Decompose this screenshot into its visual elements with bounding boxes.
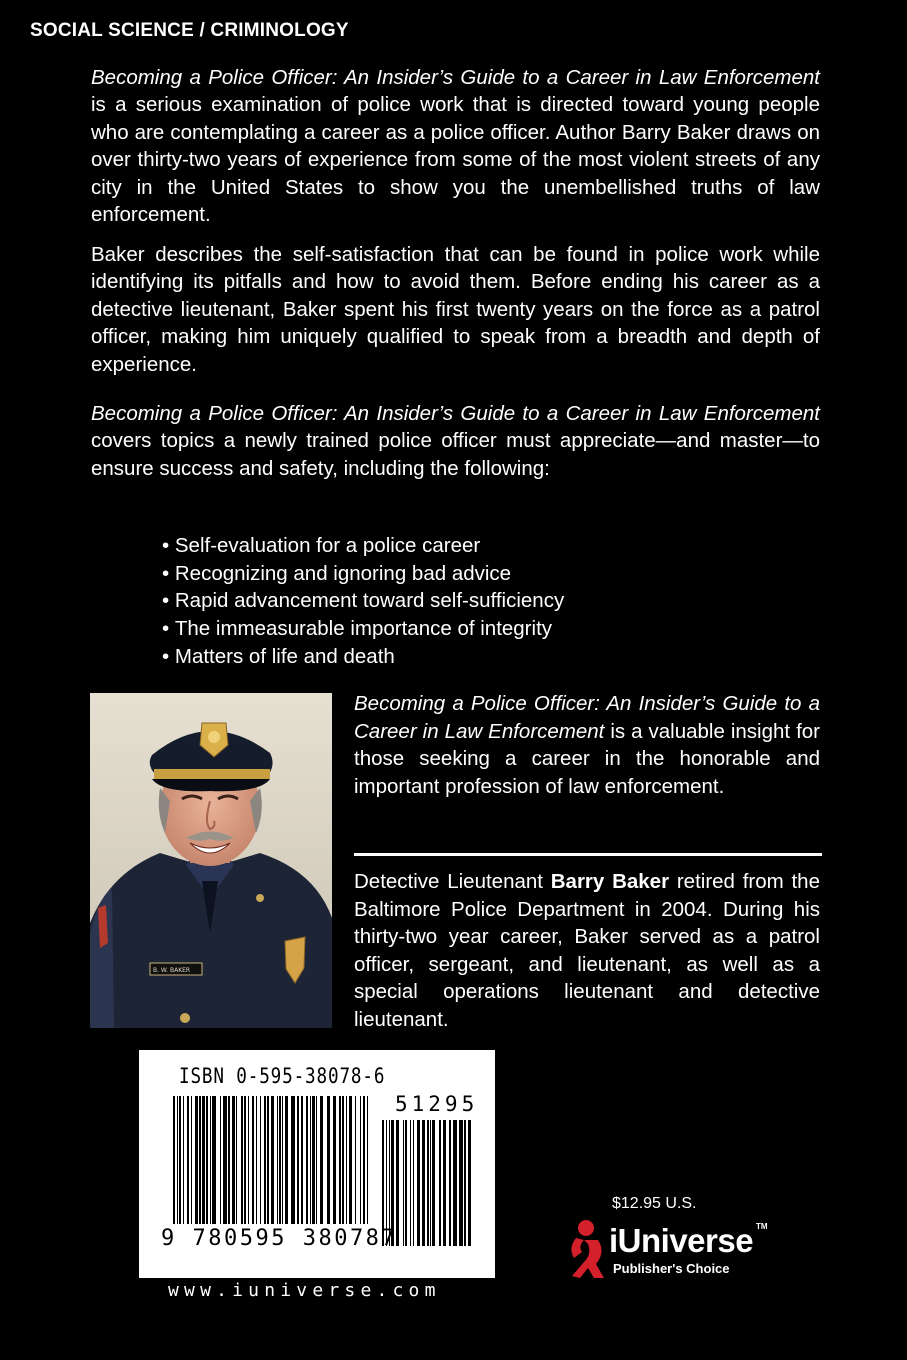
- barcode-bar: [252, 1096, 254, 1224]
- barcode-bar: [285, 1096, 288, 1224]
- book-title: Becoming a Police Officer: An Insider’s Guide to a Career in Law Enforcement: [354, 692, 820, 743]
- barcode-bar: [417, 1120, 420, 1246]
- list-item: • The immeasurable importance of integrity: [162, 615, 564, 643]
- iuniverse-ribbon-icon: [566, 1218, 610, 1280]
- barcode-bar: [327, 1096, 330, 1224]
- barcode-bar: [413, 1120, 414, 1246]
- author-bio: [354, 868, 820, 1034]
- barcode-bar: [228, 1096, 230, 1224]
- description-paragraph-2: Baker describes the self-satisfaction that can be found in police work while identifying its pitfalls and how to avoid them. Before ending his career as a detective lieutenant, Baker spent his first twenty years on the force as a patrol officer, making him uniquely qualified to speak from a breadth and depth of experience.: [91, 243, 820, 376]
- barcode-bar: [210, 1096, 211, 1224]
- barcode-bar: [202, 1096, 205, 1224]
- website-url[interactable]: www.iuniverse.com: [168, 1280, 441, 1301]
- barcode-bar: [342, 1096, 344, 1224]
- barcode-bar: [183, 1096, 184, 1224]
- barcode-bar: [410, 1120, 411, 1246]
- isbn-barcode: [139, 1050, 495, 1278]
- barcode-bar: [279, 1096, 281, 1224]
- barcode-bar: [403, 1120, 404, 1246]
- barcode-bar: [195, 1096, 198, 1224]
- barcode-bar: [449, 1120, 451, 1246]
- barcode-bar: [453, 1120, 457, 1246]
- barcode-bar: [256, 1096, 257, 1224]
- author-photo: [90, 693, 332, 1028]
- barcode-bar: [443, 1120, 446, 1246]
- description-paragraph-1: [91, 64, 820, 228]
- barcode-bar: [459, 1120, 463, 1246]
- book-title-end: Enforcement: [703, 66, 820, 89]
- list-item: • Self-evaluation for a police career: [162, 532, 564, 560]
- barcode-bar: [220, 1096, 221, 1224]
- category-label: SOCIAL SCIENCE / CRIMINOLOGY: [30, 20, 349, 41]
- barcode-bar: [177, 1096, 178, 1224]
- description-paragraph-3: [91, 400, 820, 482]
- barcode-bar: [312, 1096, 315, 1224]
- barcode-bar: [301, 1096, 303, 1224]
- barcode-bar: [320, 1096, 323, 1224]
- paragraph-1-text: is a serious examination of police work that is directed toward young people who are contemplating a career as a police officer. Author Barry Baker draws on over thirty-two years of experience from some of the most violent streets of any city in the United States to show you the unembellished truths of law enforcement.: [91, 93, 820, 227]
- barcode-bar: [187, 1096, 189, 1224]
- publisher-name: iUniverse: [609, 1222, 754, 1259]
- publisher-logo: [566, 1218, 776, 1288]
- barcode-bar: [232, 1096, 235, 1224]
- trademark: TM: [756, 1222, 768, 1231]
- barcode-bar: [191, 1096, 192, 1224]
- barcode-bar: [282, 1096, 283, 1224]
- bio-text: retired from the Baltimore Police Department in 2004. During his thirty-two year career, Baker served as a patrol officer, sergeant, and lieutenant, as well as a special operations lieutenant and detective lieutenant.: [354, 870, 820, 1031]
- barcode-bar: [422, 1120, 425, 1246]
- barcode-bar: [297, 1096, 299, 1224]
- ean-digits: 9 780595 380787: [161, 1226, 398, 1251]
- summary-paragraph: [354, 690, 820, 800]
- barcode-bar: [430, 1120, 431, 1246]
- book-title: Becoming a Police Officer: An Insider’s Guide to a Career in Law: [91, 66, 697, 89]
- barcode-bar: [206, 1096, 208, 1224]
- barcode-bar: [349, 1096, 352, 1224]
- barcode-bar: [333, 1096, 336, 1224]
- barcode-bar: [244, 1096, 246, 1224]
- divider: [354, 853, 822, 856]
- barcode-bar: [267, 1096, 269, 1224]
- barcode-bar: [260, 1096, 261, 1224]
- barcode-bar: [173, 1096, 175, 1224]
- barcode-bar: [439, 1120, 441, 1246]
- barcode-bar: [355, 1096, 356, 1224]
- barcode-bar: [236, 1096, 237, 1224]
- price-addon-digits: 51295: [395, 1092, 479, 1116]
- list-item: • Rapid advancement toward self-sufficiency: [162, 587, 564, 615]
- barcode-bar: [179, 1096, 181, 1224]
- barcode-bar: [363, 1096, 365, 1224]
- barcode-bar: [212, 1096, 216, 1224]
- author-portrait-illustration: [90, 693, 332, 1028]
- barcode-bar: [405, 1120, 407, 1246]
- barcode-bar: [346, 1096, 347, 1224]
- barcode-bar: [241, 1096, 243, 1224]
- author-name: Barry Baker: [550, 870, 670, 893]
- barcode-bar: [432, 1120, 435, 1246]
- list-item: • Matters of life and death: [162, 643, 564, 671]
- barcode-bar: [468, 1120, 471, 1246]
- bio-prefix: Detective Lieutenant: [354, 870, 551, 893]
- barcode-bar: [360, 1096, 361, 1224]
- barcode-bar: [277, 1096, 278, 1224]
- publisher-tagline: Publisher's Choice: [613, 1261, 730, 1276]
- list-item: • Recognizing and ignoring bad advice: [162, 560, 564, 588]
- barcode-bar: [199, 1096, 201, 1224]
- barcode-bar: [306, 1096, 308, 1224]
- barcode-bar: [464, 1120, 466, 1246]
- topic-list: [162, 532, 564, 671]
- book-title: Becoming a Police Officer: An Insider’s Guide to a Career in Law: [91, 402, 697, 425]
- barcode-bar: [271, 1096, 274, 1224]
- barcode-bar: [223, 1096, 227, 1224]
- barcode-bar: [291, 1096, 295, 1224]
- isbn-number: ISBN 0-595-38078-6: [179, 1064, 386, 1088]
- barcode-bar: [310, 1096, 311, 1224]
- summary-text: is a valuable insight for those seeking a career in the honorable and important profession of law enforcement.: [354, 719, 820, 798]
- barcode-bar: [264, 1096, 266, 1224]
- barcode-bar: [316, 1096, 317, 1224]
- price: $12.95 U.S.: [612, 1195, 697, 1212]
- barcode-bar: [427, 1120, 429, 1246]
- ean-barcode-bars: [173, 1096, 373, 1226]
- barcode-bar: [367, 1096, 368, 1224]
- book-title-end: Enforcement: [703, 402, 820, 425]
- name-tag-text: B. W. BAKER: [153, 967, 191, 974]
- barcode-bar: [339, 1096, 341, 1224]
- paragraph-3-text: covers topics a newly trained police officer must appreciate—and master—to ensure success and safety, including the following:: [91, 429, 820, 480]
- barcode-bar: [248, 1096, 249, 1224]
